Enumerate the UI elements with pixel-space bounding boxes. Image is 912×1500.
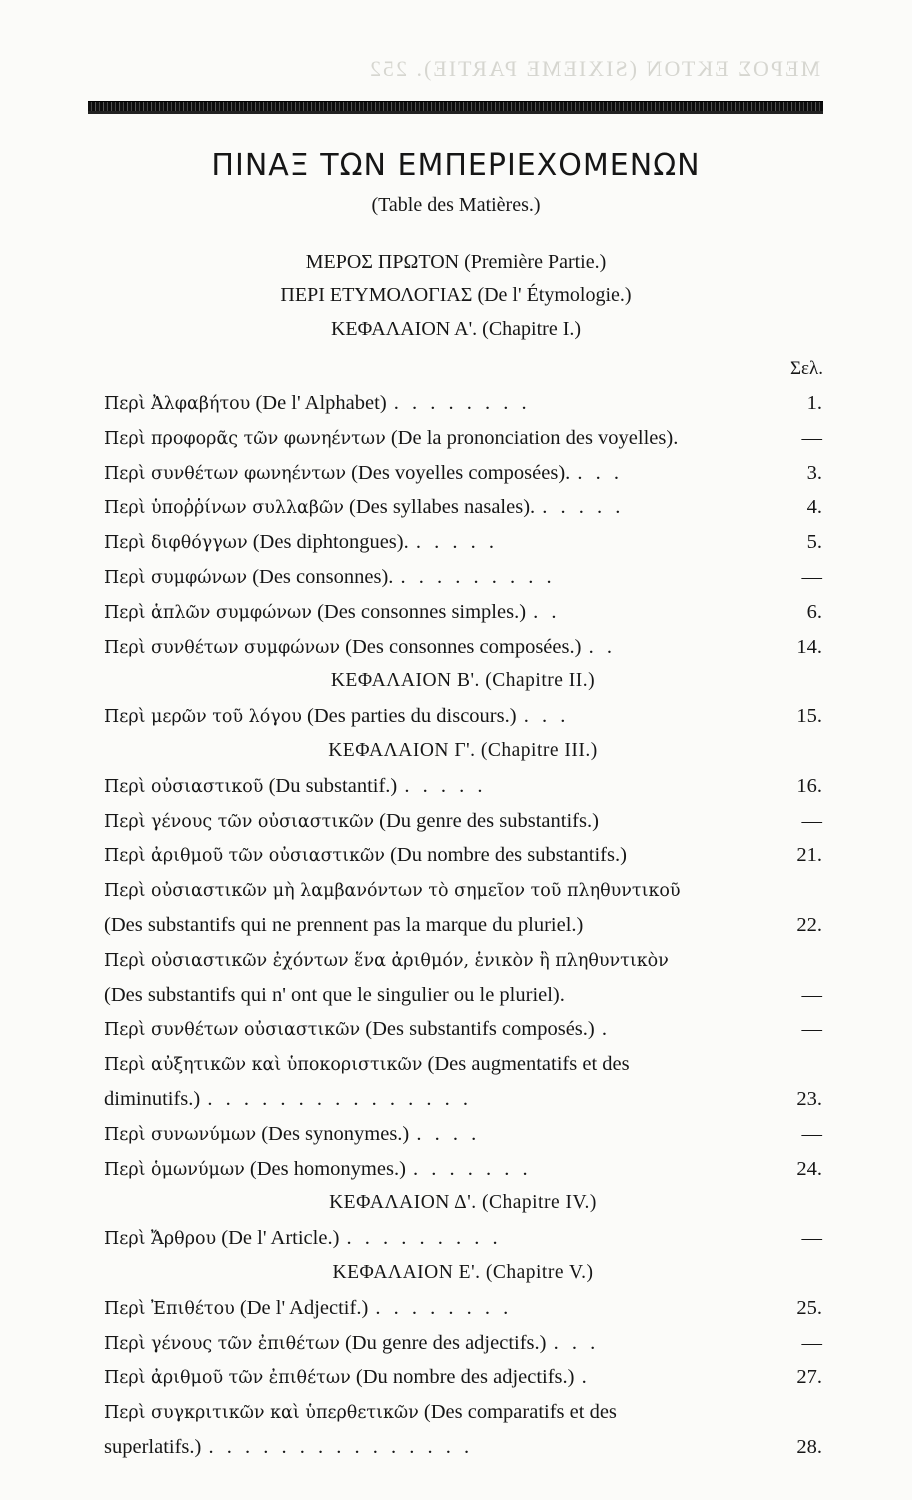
page-number: — xyxy=(801,1018,822,1041)
rule-underline xyxy=(88,112,823,114)
toc-entry xyxy=(104,908,822,943)
leader-dots: . . . xyxy=(523,705,570,728)
greek-title: Περὶ συνωνύμων xyxy=(104,1124,257,1145)
french-title: (De l' Alphabet) xyxy=(255,392,387,414)
leader-dots: . . . . . . . xyxy=(413,1157,532,1180)
toc-entry xyxy=(104,421,822,456)
greek-title: Περὶ ἁπλῶν συμφώνων xyxy=(104,602,312,623)
french-title: (De l' Adjectif.) xyxy=(239,1296,369,1319)
page-number: 27. xyxy=(796,1366,822,1389)
french-title: (De l' Article.) xyxy=(221,1227,340,1250)
french-title: (De la prononciation des voyelles). xyxy=(390,426,679,449)
french-title: (Du nombre des substantifs.) xyxy=(390,844,627,867)
toc-entry xyxy=(104,386,822,421)
part-heading: ΜΕΡΟΣ ΠΡΩΤΟΝ (Première Partie.) xyxy=(305,251,607,273)
french-title: (Des syllabes nasales). xyxy=(349,496,536,519)
greek-title: Περὶ ὑποῤῥίνων συλλαβῶν xyxy=(104,498,344,519)
toc-entry xyxy=(104,1047,822,1082)
greek-title: Περὶ διφθόγγων xyxy=(104,533,248,554)
french-title: (Des consonnes simples.) xyxy=(317,600,527,623)
page-number: 21. xyxy=(796,844,822,867)
greek-title: Περὶ συγκριτικῶν καὶ ὑπερθετικῶν xyxy=(104,1403,419,1424)
chapter-heading: ΚΕΦΑΛΑΙΟΝ Α'. (Chapitre I.) xyxy=(330,318,582,340)
page-number: 22. xyxy=(796,913,822,936)
leader-dots: . . . xyxy=(577,461,624,484)
greek-title: Περὶ συμφώνων xyxy=(104,567,248,588)
page-number: — xyxy=(801,1331,822,1354)
french-title: (Du substantif.) xyxy=(268,774,398,797)
french-title: (Du genre des adjectifs.) xyxy=(344,1331,547,1354)
page-column-label: Σελ. xyxy=(790,358,823,379)
french-title: (Des consonnes). xyxy=(252,565,394,588)
greek-title: Περὶ προφορᾶς τῶν φωνηέντων xyxy=(104,428,386,449)
toc-entry xyxy=(104,1395,822,1430)
toc-entry xyxy=(104,699,822,734)
greek-title: Περὶ μερῶν τοῦ λόγου xyxy=(104,707,302,728)
page-title-greek: ΠΙΝΑΞ ΤΩΝ ΕΜΠΕΡΙΕΧΟΜΕΝΩΝ xyxy=(211,148,701,183)
toc-entry xyxy=(104,1360,822,1395)
toc-entry xyxy=(104,1430,822,1465)
french-title: (Des parties du discours.) xyxy=(307,705,517,728)
page-number: 3. xyxy=(806,461,822,484)
toc-entry xyxy=(104,1082,822,1117)
french-title: (Des consonnes composées.) xyxy=(345,635,582,658)
french-title: (Des comparatifs et des xyxy=(423,1401,617,1424)
leader-dots: . . . xyxy=(553,1331,600,1354)
french-title: (Des synonymes.) xyxy=(261,1122,410,1145)
toc-entry xyxy=(104,978,822,1013)
french-title: (Des voyelles composées). xyxy=(351,461,571,484)
greek-title: Περὶ γένους τῶν ἐπιθέτων xyxy=(104,1333,340,1354)
greek-title: Περὶ ἀριθμοῦ τῶν οὐσιαστικῶν xyxy=(104,846,385,867)
greek-title: Περὶ Ἄρθρου xyxy=(104,1229,217,1250)
leader-dots: . . . . . xyxy=(542,496,625,519)
leader-dots: . xyxy=(581,1366,591,1389)
page-title-french: (Table des Matières.) xyxy=(371,194,541,216)
greek-title: Περὶ ὁμωνύμων xyxy=(104,1159,245,1180)
french-title: (Des augmentatifs et des xyxy=(427,1053,630,1076)
toc-entry xyxy=(104,525,822,560)
page-number: 15. xyxy=(796,705,822,728)
section-heading: ΠΕΡΙ ΕΤΥΜΟΛΟΓΙΑΣ (De l' Étymologie.) xyxy=(280,284,632,306)
page-number: 14. xyxy=(796,635,822,658)
greek-title: Περὶ Ἀλφαβήτου xyxy=(104,394,251,414)
toc-entry xyxy=(104,1152,822,1187)
greek-title: Περὶ οὐσιαστικοῦ xyxy=(104,776,264,797)
toc-entry xyxy=(104,595,822,630)
leader-dots: . . . . . xyxy=(415,531,498,554)
page-number: 25. xyxy=(796,1296,822,1319)
bleed-through-header: MEPOΣ EKTON (SIXIEME PARTIE). 252 xyxy=(367,56,820,81)
greek-title: Περὶ συνθέτων φωνηέντων xyxy=(104,463,346,484)
greek-title: Περὶ οὐσιαστικῶν ἐχόντων ἕνα ἀριθμόν, ἑνικὸν ἢ πληθυντικὸν xyxy=(104,950,669,971)
french-title: (Des substantifs qui n' ont que le singulier ou le pluriel). xyxy=(104,983,565,1006)
toc-entry xyxy=(104,838,822,873)
chapter-heading: ΚΕΦΑΛΑΙΟΝ Δ'. (Chapitre IV.) xyxy=(329,1192,597,1214)
french-title: (Des diphtongues). xyxy=(252,531,409,554)
toc-entry xyxy=(104,490,822,525)
leader-dots: . . xyxy=(533,600,561,623)
toc-entry xyxy=(104,804,822,839)
toc-entry xyxy=(104,1291,822,1326)
toc-entry xyxy=(104,1221,822,1256)
chapter-heading: ΚΕΦΑΛΑΙΟΝ Ε'. (Chapitre V.) xyxy=(332,1261,594,1283)
french-title: (Du genre des substantifs.) xyxy=(379,809,599,832)
french-title: (Du nombre des adjectifs.) xyxy=(355,1366,575,1389)
chapter-heading: ΚΕΦΑΛΑΙΟΝ Β'. (Chapitre II.) xyxy=(330,670,596,692)
toc-entry xyxy=(104,873,822,908)
greek-title: Περὶ συνθέτων οὐσιαστικῶν xyxy=(104,1020,361,1041)
toc-entry xyxy=(104,1326,822,1361)
french-title: (Des homonymes.) xyxy=(249,1157,406,1180)
toc-entry xyxy=(104,560,822,595)
toc-entry xyxy=(104,630,822,665)
toc-entry xyxy=(104,943,822,978)
toc-list xyxy=(104,386,822,1465)
leader-dots: . xyxy=(601,1018,611,1041)
page-number: — xyxy=(801,1122,822,1145)
page-number: 23. xyxy=(796,1087,822,1110)
greek-title: Περὶ αὐξητικῶν καὶ ὑποκοριστικῶν xyxy=(104,1055,423,1076)
page-number: 16. xyxy=(796,774,822,797)
toc-entry xyxy=(104,769,822,804)
leader-dots: . . . . . . . . xyxy=(375,1296,513,1319)
greek-title: Περὶ γένους τῶν οὐσιαστικῶν xyxy=(104,811,375,832)
leader-dots: . . xyxy=(588,635,616,658)
leader-dots: . . . . . . . . xyxy=(393,392,531,414)
chapter-heading: ΚΕΦΑΛΑΙΟΝ Γ'. (Chapitre III.) xyxy=(328,739,598,761)
page-number: 1. xyxy=(806,392,822,414)
french-title: (Des substantifs composés.) xyxy=(365,1018,595,1041)
greek-title: Περὶ συνθέτων συμφώνων xyxy=(104,637,341,658)
page-number: — xyxy=(801,983,822,1006)
leader-dots: . . . . xyxy=(416,1122,481,1145)
greek-title: Περὶ ἀριθμοῦ τῶν ἐπιθέτων xyxy=(104,1368,351,1389)
page-number: — xyxy=(801,1227,822,1250)
greek-title: Περὶ Ἐπιθέτου xyxy=(104,1298,235,1319)
toc-entry xyxy=(104,1117,822,1152)
french-title: diminutifs.) xyxy=(104,1087,201,1110)
toc-entry xyxy=(104,1012,822,1047)
french-title: (Des substantifs qui ne prennent pas la marque du pluriel.) xyxy=(104,913,584,936)
greek-title: Περὶ οὐσιαστικῶν μὴ λαμβανόντων τὸ σημεῖον τοῦ πληθυντικοῦ xyxy=(104,881,681,902)
page-number: 28. xyxy=(796,1435,822,1458)
page-number: 5. xyxy=(806,531,822,554)
ornamental-rule xyxy=(88,101,823,112)
page-number: 6. xyxy=(806,600,822,623)
page-number: 4. xyxy=(806,496,822,519)
leader-dots: . . . . . . . . . . . . . . . xyxy=(208,1435,474,1458)
leader-dots: . . . . . . . . . . . . . . . xyxy=(207,1087,472,1110)
leader-dots: . . . . . . . . . xyxy=(346,1227,502,1250)
page-number: — xyxy=(801,565,822,588)
page-number: — xyxy=(801,426,822,449)
french-title: superlatifs.) xyxy=(104,1435,202,1458)
toc-entry xyxy=(104,456,822,491)
leader-dots: . . . . . xyxy=(404,774,487,797)
leader-dots: . . . . . . . . . xyxy=(400,565,556,588)
page-number: — xyxy=(801,809,822,832)
page-number: 24. xyxy=(796,1157,822,1180)
